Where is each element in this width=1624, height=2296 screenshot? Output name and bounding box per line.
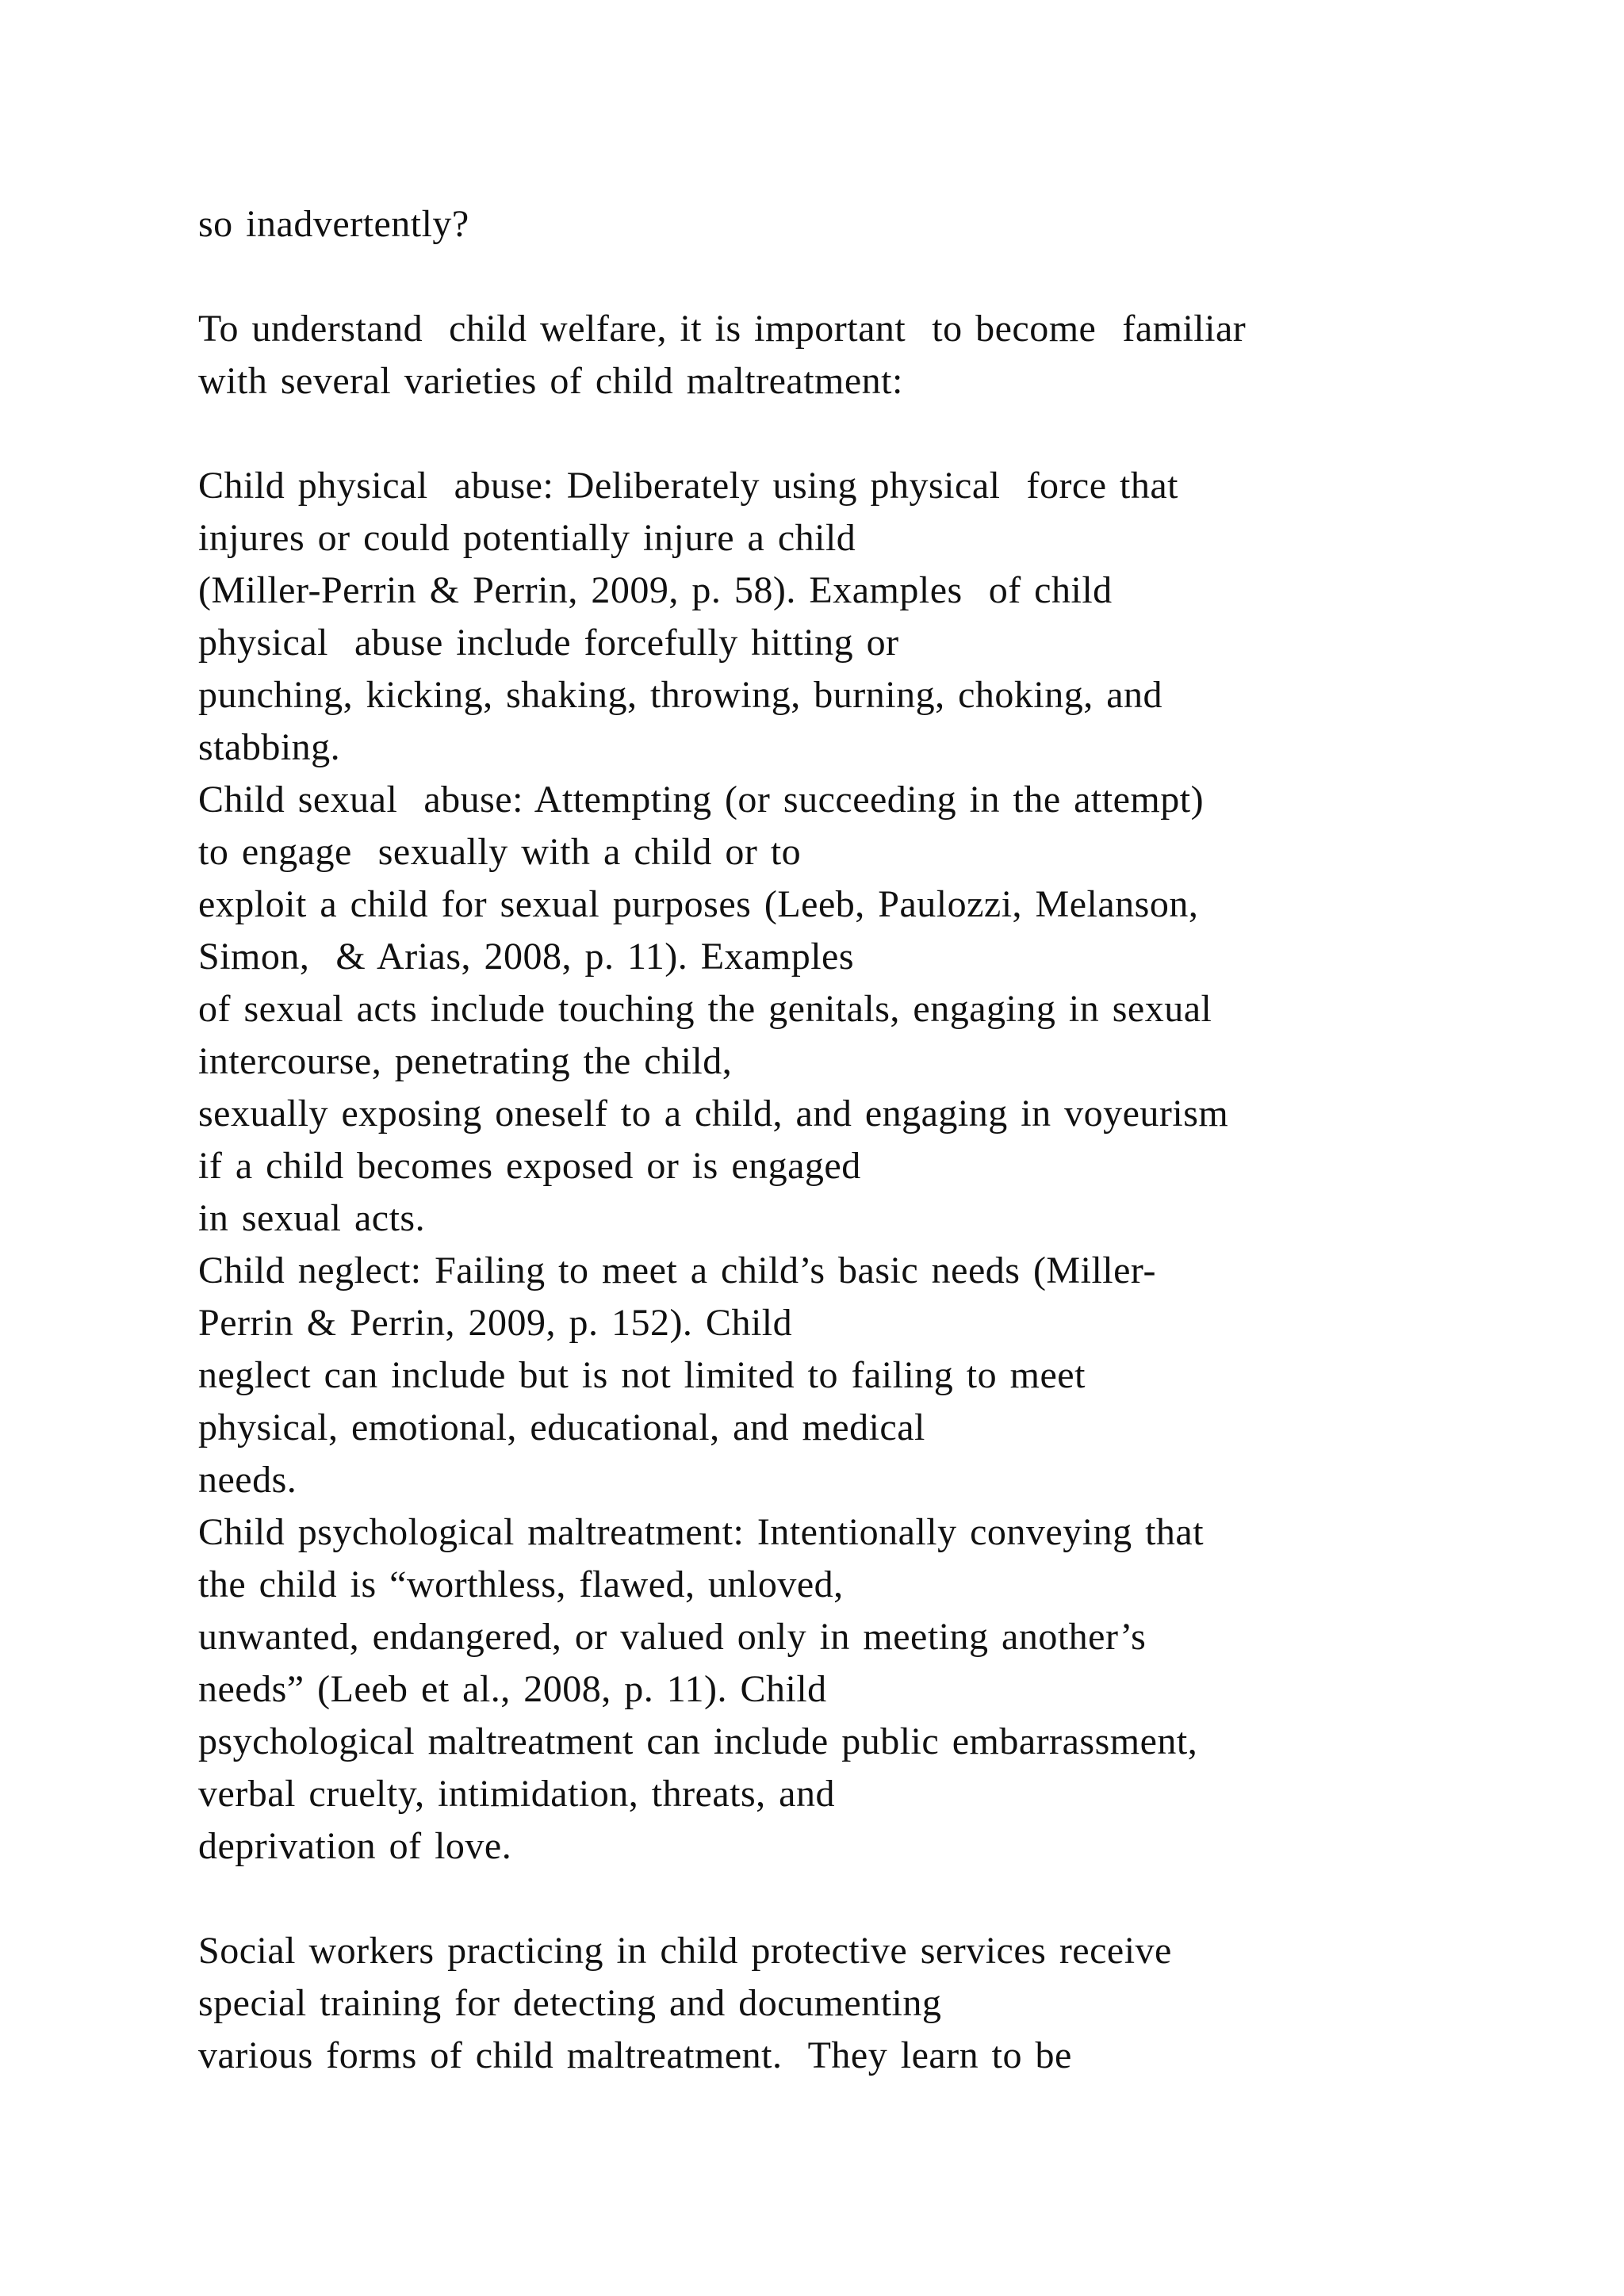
text-line: needs. (198, 1459, 297, 1501)
text-line: needs” (Leeb et al., 2008, p. 11). Child (198, 1668, 827, 1710)
text-line: of sexual acts include touching the genitals, engaging in sexual (198, 988, 1212, 1030)
text-line: neglect can include but is not limited to failing to meet (198, 1354, 1086, 1396)
text-line: Perrin & Perrin, 2009, p. 152). Child (198, 1302, 793, 1344)
text-line: physical abuse include forcefully hitting or (198, 622, 899, 664)
text-line: unwanted, endangered, or valued only in meeting another’s (198, 1616, 1147, 1658)
text-line: with several varieties of child maltreatment: (198, 360, 903, 402)
text-line: various forms of child maltreatment. They learn to be (198, 2034, 1072, 2076)
text-line: deprivation of love. (198, 1825, 512, 1867)
text-line: (Miller-Perrin & Perrin, 2009, p. 58). Examples of child (198, 569, 1113, 611)
text-line: intercourse, penetrating the child, (198, 1040, 733, 1082)
text-line: so inadvertently? (198, 203, 469, 245)
text-line: psychological maltreatment can include public embarrassment, (198, 1720, 1198, 1762)
text-line: physical, emotional, educational, and medical (198, 1406, 925, 1448)
text-line: if a child becomes exposed or is engaged (198, 1145, 861, 1187)
blank-line (198, 408, 1546, 460)
text-line: sexually exposing oneself to a child, and engaging in voyeurism (198, 1093, 1229, 1135)
text-line: injures or could potentially injure a child (198, 517, 856, 559)
text-line: Child sexual abuse: Attempting (or succeeding in the attempt) (198, 779, 1205, 821)
text-line: punching, kicking, shaking, throwing, burning, choking, and (198, 674, 1163, 716)
text-line: exploit a child for sexual purposes (Leeb, Paulozzi, Melanson, (198, 883, 1199, 925)
text-line: the child is “worthless, flawed, unloved, (198, 1563, 844, 1605)
blank-line (198, 1873, 1546, 1925)
text-line: verbal cruelty, intimidation, threats, and (198, 1773, 835, 1815)
blank-line (198, 251, 1546, 303)
text-line: stabbing. (198, 726, 341, 768)
text-line: special training for detecting and documenting (198, 1982, 942, 2024)
text-line: Child neglect: Failing to meet a child’s basic needs (Miller- (198, 1249, 1156, 1292)
body-text (198, 198, 1546, 2082)
text-line: To understand child welfare, it is important to become familiar (198, 308, 1247, 350)
text-line: Social workers practicing in child protective services receive (198, 1930, 1172, 1972)
text-line: in sexual acts. (198, 1197, 426, 1239)
text-line: to engage sexually with a child or to (198, 831, 802, 873)
text-line: Child physical abuse: Deliberately using physical force that (198, 465, 1179, 507)
text-line: Simon, & Arias, 2008, p. 11). Examples (198, 936, 855, 978)
text-line: Child psychological maltreatment: Intentionally conveying that (198, 1511, 1205, 1553)
